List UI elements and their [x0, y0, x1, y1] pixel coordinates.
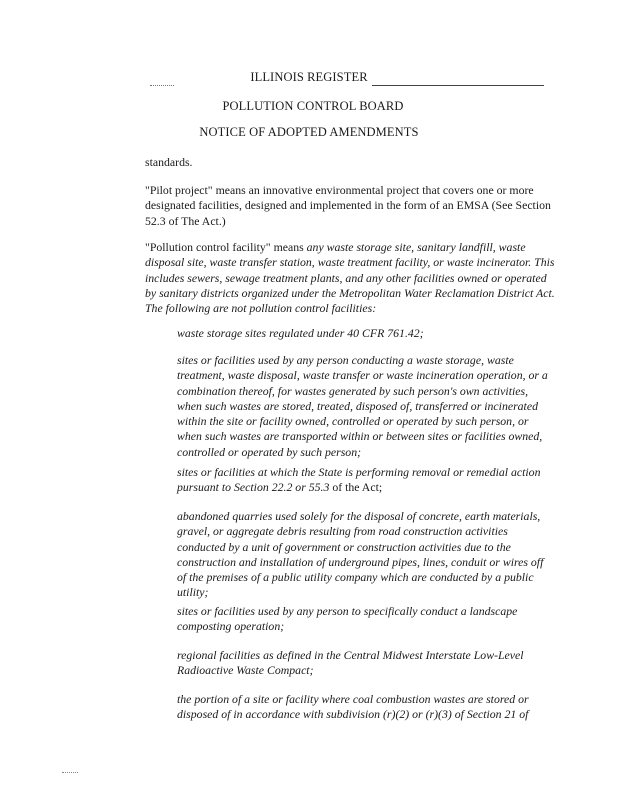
header-rule-right: [372, 85, 544, 86]
board-title: POLLUTION CONTROL BOARD: [222, 99, 404, 113]
definition-statutory-text: any waste storage site, sanitary landfill, waste disposal site, waste transfer station, waste treatment facility, or waste incinerator. This includes sewers, sewage treatment plants, and any other facilities owned or operated by sanitary districts organized under the Metropolitan Water Reclamation District Act. The following are not pollution control facilities:: [145, 240, 555, 316]
scan-mark: [62, 772, 78, 773]
exclusion-text: abandoned quarries used solely for the disposal of concrete, earth materials, gravel, or aggregate debris resulting from road construction activities conducted by a unit of government or construction activities due to the construction and installation of underground pipes, lines, conduit or wires off of the premises of a public utility company which are conducted by a public utility;: [177, 509, 544, 600]
definition-term-text: "Pollution control facility" means: [145, 240, 307, 254]
exclusion-state-removal: [177, 465, 555, 496]
notice-title: NOTICE OF ADOPTED AMENDMENTS: [199, 125, 419, 139]
continuation-text: standards.: [145, 155, 193, 169]
exclusion-regional-facilities: [177, 648, 555, 679]
exclusion-waste-storage-sites: [177, 326, 555, 341]
exclusion-text: the portion of a site or facility where coal combustion wastes are stored or disposed of in accordance with subdivision (r)(2) or (r)(3) of Section 21 of: [177, 692, 529, 722]
definition-pilot-project: "Pilot project" means an innovative environmental project that covers one or more designated facilities, designed and implemented in the form of an EMSA (See Section 52.3 of The Act.): [145, 183, 551, 228]
exclusion-coal-combustion: [177, 692, 555, 723]
register-title: ILLINOIS REGISTER: [250, 70, 368, 84]
header-rule-left: [150, 85, 174, 86]
exclusion-text: sites or facilities used by any person conducting a waste storage, waste treatment, waste disposal, waste transfer or waste incineration operation, or a combination thereof, for wastes generated by such person's own activities, when such wastes are stored, treated, disposed of, transferred or incinerated within the site or facility owned, controlled or operated by such person, or when such wastes are transported within or between sites or facilities owned, controlled or operated by such person;: [177, 353, 548, 459]
exclusion-text-plain: of the Act;: [329, 480, 383, 495]
exclusion-text: sites or facilities used by any person to specifically conduct a landscape composting operation;: [177, 604, 518, 634]
exclusion-text: waste storage sites regulated under 40 CFR 761.42;: [177, 326, 424, 340]
exclusion-text: regional facilities as defined in the Central Midwest Interstate Low-Level Radioactive Waste Compact;: [177, 648, 524, 678]
definition-pollution-control-facility: [145, 240, 555, 316]
exclusion-landscape-composting: [177, 604, 555, 635]
exclusion-text: sites or facilities at which the State is performing removal or remedial action pursuant to Section 22.2 or 55.3: [177, 465, 541, 495]
exclusion-own-activities: [177, 353, 555, 460]
exclusion-abandoned-quarries: [177, 509, 555, 601]
